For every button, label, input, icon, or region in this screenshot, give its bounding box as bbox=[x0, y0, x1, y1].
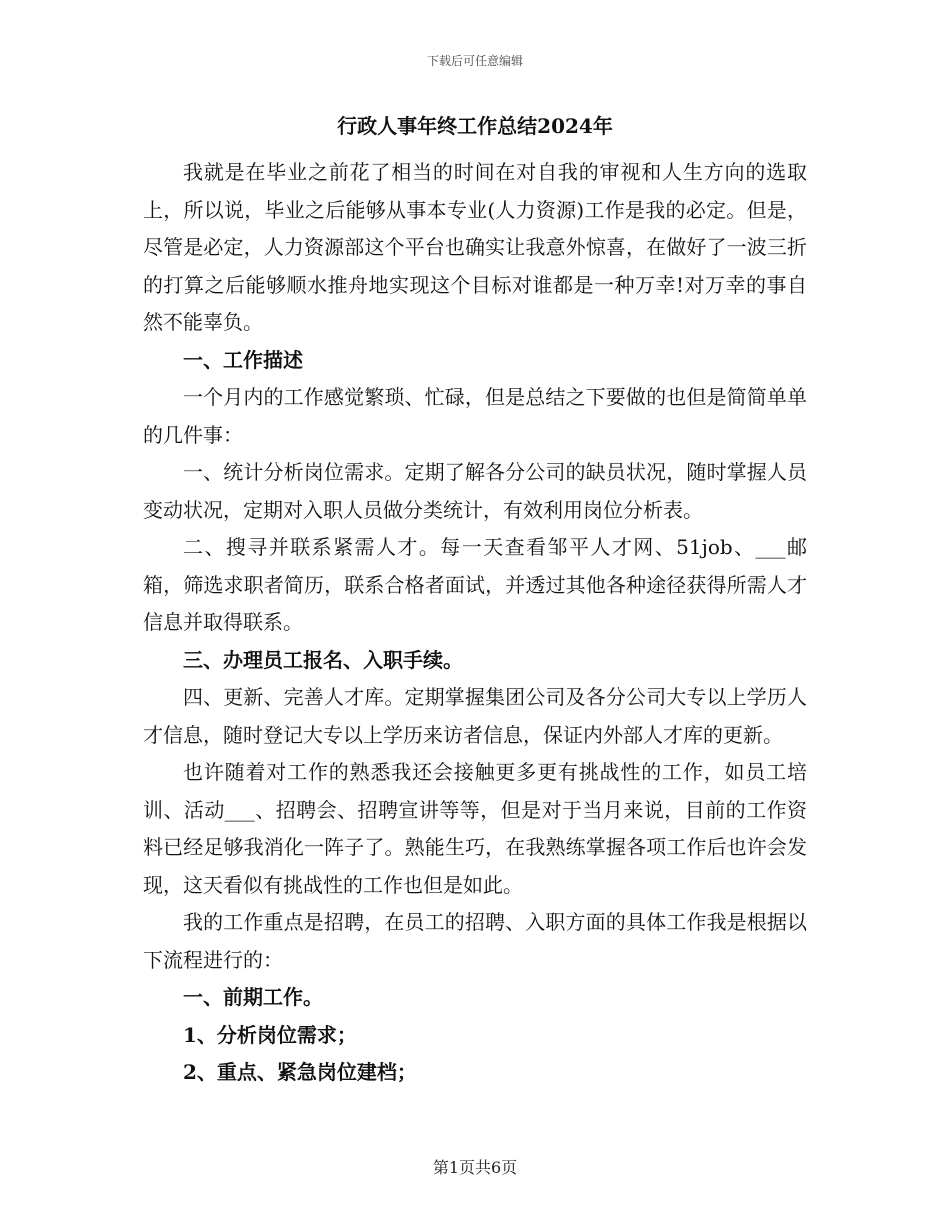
document-body bbox=[143, 110, 807, 1092]
paragraph-item-2: 二、搜寻并联系紧需人才。每一天查看邹平人才网、51job、___邮箱，筛选求职者简历，联系合格者面试，并透过其他各种途径获得所需人才信息并取得联系。 bbox=[143, 535, 807, 634]
paragraph-work-summary: 一个月内的工作感觉繁琐、忙碌，但是总结之下要做的也但是简简单单的几件事： bbox=[143, 385, 807, 447]
paragraph-item-1: 一、统计分析岗位需求。定期了解各分公司的缺员状况，随时掌握人员变动状况，定期对入职人员做分类统计，有效利用岗位分析表。 bbox=[143, 460, 807, 522]
paragraph-future-work: 也许随着对工作的熟悉我还会接触更多更有挑战性的工作，如员工培训、活动___、招聘会、招聘宣讲等等，但是对于当月来说，目前的工作资料已经足够我消化一阵子了。熟能生巧，在我熟练掌握各项工作后也许会发现，这天看似有挑战性的工作也但是如此。 bbox=[143, 760, 807, 897]
list-item-key-positions: 2、重点、紧急岗位建档； bbox=[183, 1060, 417, 1084]
document-title: 行政人事年终工作总结2024年 bbox=[337, 114, 613, 138]
page-header-note: 下载后可任意编辑 bbox=[426, 54, 523, 68]
paragraph-intro: 我就是在毕业之前花了相当的时间在对自我的审视和人生方向的选取上，所以说，毕业之后能够从事本专业(人力资源)工作是我的必定。但是，尽管是必定，人力资源部这个平台也确实让我意外惊喜，在做好了一波三折的打算之后能够顺水推舟地实现这个目标对谁都是一种万幸!对万幸的事自然不能辜负。 bbox=[143, 160, 807, 334]
list-item-analyze-demand: 1、分析岗位需求； bbox=[183, 1022, 357, 1047]
paragraph-recruiting-focus: 我的工作重点是招聘，在员工的招聘、入职方面的具体工作我是根据以下流程进行的： bbox=[143, 910, 807, 972]
page-footer-page-number: 第1页共6页 bbox=[432, 1158, 518, 1177]
paragraph-item-3-heading: 三、办理员工报名、入职手续。 bbox=[183, 647, 463, 672]
section-heading-preliminary-work: 一、前期工作。 bbox=[183, 985, 323, 1009]
section-heading-work-description: 一、工作描述 bbox=[183, 347, 303, 372]
paragraph-item-4: 四、更新、完善人才库。定期掌握集团公司及各分公司大专以上学历人才信息，随时登记大专以上学历来访者信息，保证内外部人才库的更新。 bbox=[143, 685, 807, 747]
